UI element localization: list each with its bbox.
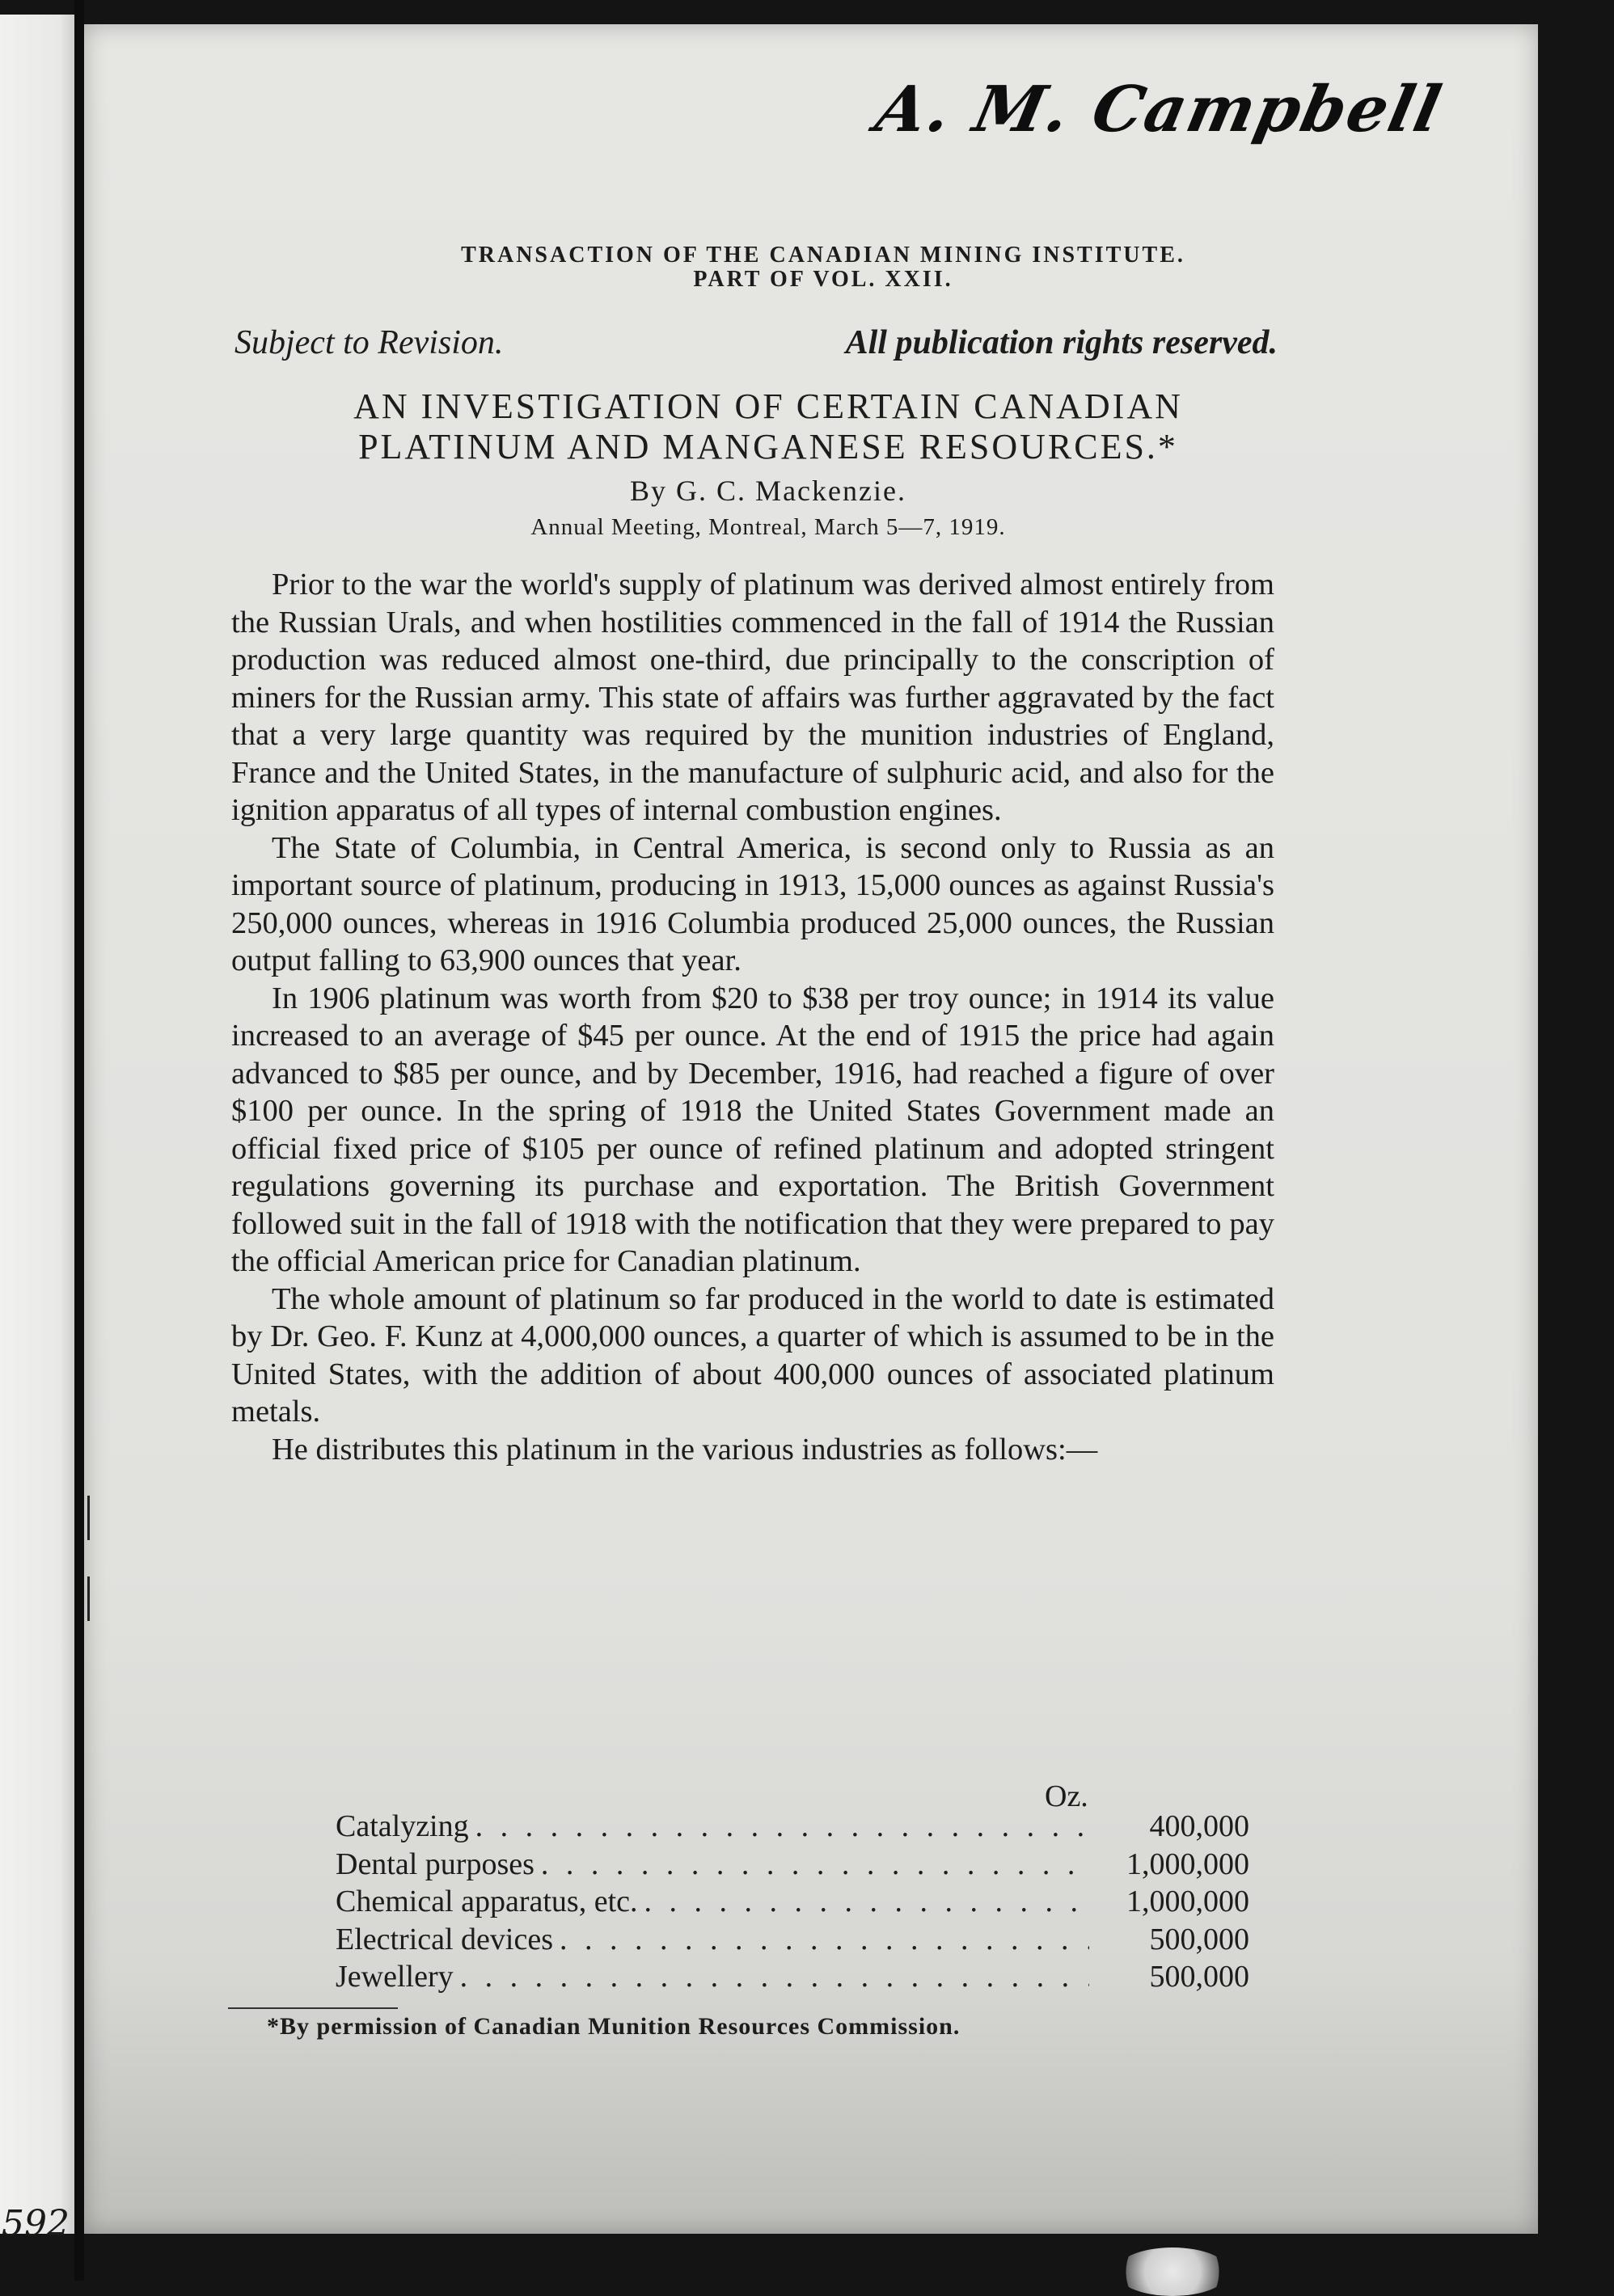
facing-page-edge xyxy=(0,15,74,2234)
margin-note: 592 xyxy=(2,2203,70,2244)
table-row xyxy=(336,1846,1249,1884)
table-row xyxy=(336,1808,1249,1846)
handwritten-signature: A. M. Campbell xyxy=(869,73,1449,146)
author-byline: By G. C. Mackenzie. xyxy=(630,475,906,507)
table-row xyxy=(336,1958,1249,1996)
book-gutter xyxy=(74,0,84,2281)
leader-dots xyxy=(541,1846,1089,1884)
leader-dots xyxy=(475,1808,1089,1846)
rights-notice: All publication rights reserved. xyxy=(845,324,1278,361)
margin-mark xyxy=(87,1576,90,1621)
article-title-line1: AN INVESTIGATION OF CERTAIN CANADIAN xyxy=(353,386,1183,426)
paragraph: Prior to the war the world's supply of platinum was derived almost entirely from the Russian Urals, and when hostilities commenced in the fall of 1914 the Russian production was reduced almost one-third, due principally to the conscription of miners for the Russian army. This state of affairs was further aggravated by the fact that a very large quantity was required by the munition industries of England, France and the United States, in the manufacture of sulphuric acid, and also for the ignition apparatus of all types of internal combustion engines. xyxy=(231,568,1274,827)
footnote: *By permission of Canadian Munition Resources Commission. xyxy=(267,2013,961,2040)
series-header-line1: TRANSACTION OF THE CANADIAN MINING INSTITUTE. xyxy=(461,243,1185,268)
row-label: Dental purposes xyxy=(336,1847,534,1881)
margin-mark xyxy=(87,1496,90,1540)
leader-dots xyxy=(460,1958,1089,1996)
leader-dots xyxy=(560,1921,1089,1959)
paragraph: In 1906 platinum was worth from $20 to $38 per troy ounce; in 1914 its value increased to an average of $45 per ounce. At the end of 1915 the price had again advanced to $85 per ounce, and by December, 1916, had reached a figure of over $100 per ounce. In the spring of 1918 the United States Government made an official fixed price of $105 per ounce of refined platinum and adopted stringent regulations governing its purchase and exportation. The British Government followed suit in the fall of 1918 with the notification that they were prepared to pay the official American price for Canadian platinum. xyxy=(231,981,1274,1278)
paragraph: The whole amount of platinum so far produced in the world to date is estimated by Dr. Geo. F. Kunz at 4,000,000 ounces, a quarter of which is assumed to be in the United States, with the addition of about 400,000 ounces of associated platinum metals. xyxy=(231,1281,1274,1429)
row-value: 500,000 xyxy=(1149,1922,1249,1956)
article-body xyxy=(231,566,1274,1468)
table-row xyxy=(336,1921,1249,1959)
leader-dots xyxy=(644,1883,1089,1921)
table-unit-header: Oz. xyxy=(1045,1779,1088,1813)
stamp-mark xyxy=(1116,2247,1229,2296)
row-label: Jewellery xyxy=(336,1960,454,1994)
row-value: 1,000,000 xyxy=(1126,1847,1249,1881)
row-label: Chemical apparatus, etc. xyxy=(336,1884,638,1918)
row-value: 400,000 xyxy=(1149,1809,1249,1843)
platinum-distribution-table xyxy=(336,1808,1249,1996)
table-row xyxy=(336,1883,1249,1921)
series-header-line2: PART OF VOL. XXII. xyxy=(693,267,953,292)
paragraph: He distributes this platinum in the various industries as follows:— xyxy=(272,1432,1098,1467)
meeting-info: Annual Meeting, Montreal, March 5—7, 1919. xyxy=(530,514,1006,540)
row-label: Electrical devices xyxy=(336,1922,554,1956)
notices-row xyxy=(234,323,1278,362)
row-label: Catalyzing xyxy=(336,1809,469,1843)
footnote-rule xyxy=(228,2007,398,2009)
row-value: 1,000,000 xyxy=(1126,1884,1249,1918)
row-value: 500,000 xyxy=(1149,1960,1249,1994)
paragraph: The State of Columbia, in Central America, is second only to Russia as an important source of platinum, producing in 1913, 15,000 ounces as against Russia's 250,000 ounces, whereas in 1916 Columbia produced 25,000 ounces, the Russian output falling to 63,900 ounces that year. xyxy=(231,830,1274,977)
revision-notice: Subject to Revision. xyxy=(234,324,504,361)
article-title-line2: PLATINUM AND MANGANESE RESOURCES.* xyxy=(358,427,1178,466)
